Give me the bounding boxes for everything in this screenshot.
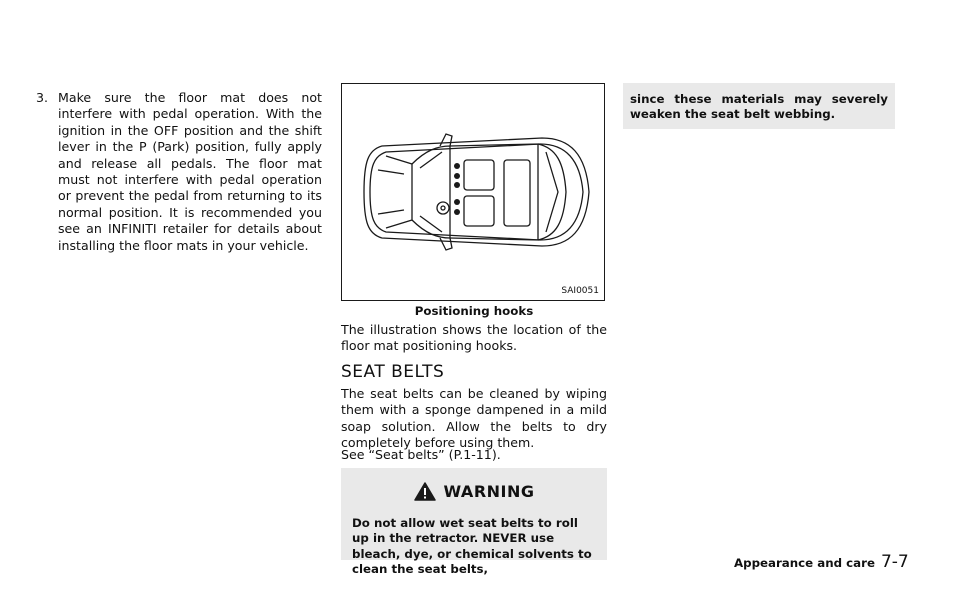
step-number: 3.: [36, 90, 49, 105]
warning-continued-box: [623, 83, 895, 129]
page-number: 7-7: [880, 552, 909, 572]
warning-continued-text: since these materials may severely weaken the seat belt webbing.: [630, 92, 888, 122]
left-column: [36, 0, 322, 254]
figure-caption: Positioning hooks: [414, 304, 534, 318]
figure-description: The illustration shows the location of the floor mat positioning hooks.: [341, 322, 607, 354]
warning-text: Do not allow wet seat belts to roll up in the retractor. NEVER use bleach, dye, or chemical solvents to clean the seat belts,: [352, 516, 592, 577]
cross-reference: See “Seat belts” (P.1-11).: [341, 447, 501, 462]
step-3: [36, 90, 322, 254]
page-footer: [734, 552, 909, 572]
footer-section: Appearance and care: [734, 556, 875, 570]
car-top-view-illustration: [342, 84, 604, 300]
warning-triangle-icon: [414, 482, 436, 501]
warning-header: [341, 482, 607, 501]
warning-box: [341, 468, 607, 577]
warning-title: WARNING: [443, 482, 535, 501]
car-illustration-figure: [341, 83, 605, 301]
step-text: Make sure the floor mat does not interfere with pedal operation. With the ignition in the OFF position and the shift lever in the P (Park) position, fully apply and release all pedals. The floor mat must not interfere with pedal operation or prevent the pedal from returning to its normal position. It is recommended you see an INFINITI retailer for details about installing the floor mats in your vehicle.: [58, 90, 322, 253]
section-heading: SEAT BELTS: [341, 362, 445, 382]
figure-code: SAI0051: [561, 286, 599, 296]
seat-belts-body: The seat belts can be cleaned by wiping them with a sponge dampened in a mild soap solution. Allow the belts to dry completely before using them.: [341, 386, 607, 451]
